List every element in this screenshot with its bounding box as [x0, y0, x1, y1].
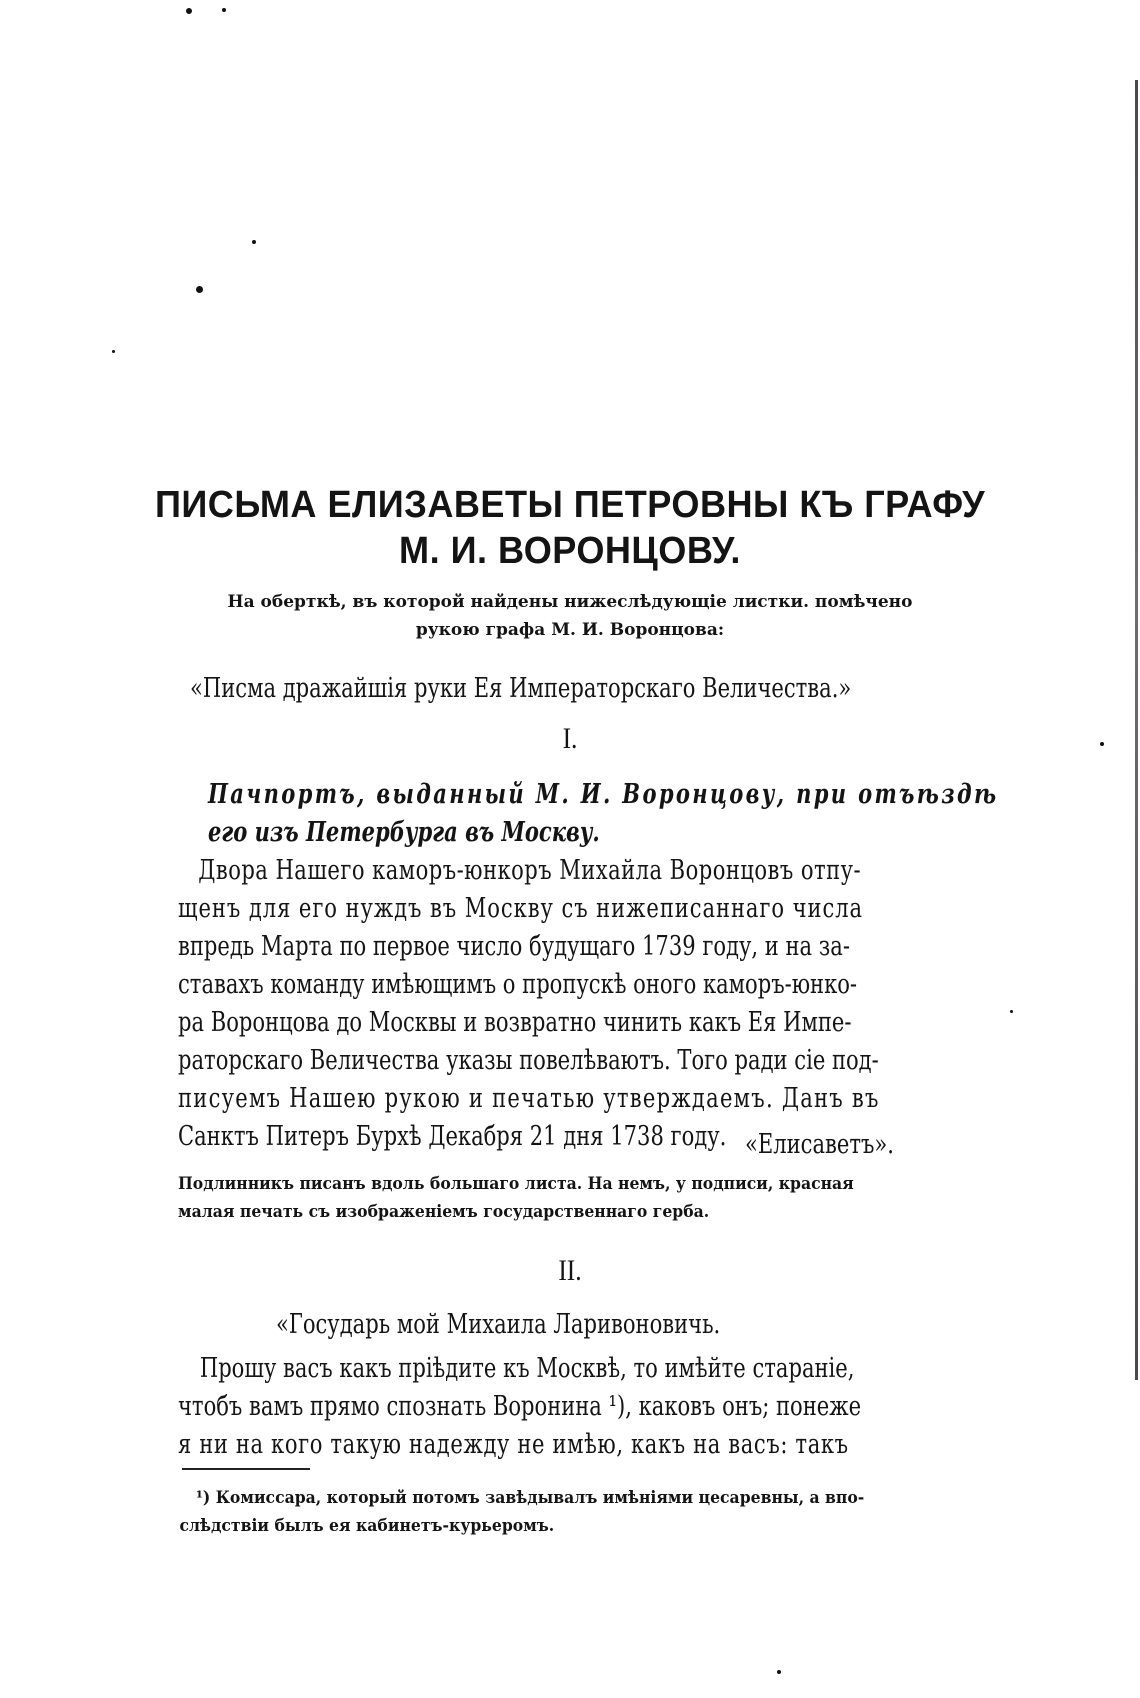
- scan-speck: [1100, 742, 1104, 746]
- section-1-body-line: Двора Нашего каморъ-юнкоръ Михайла Воронцовъ отпу-: [198, 855, 862, 886]
- section-1-body-line: писуемъ Нашею рукою и печатью утверждаемъ. Данъ въ: [178, 1083, 880, 1114]
- footnote: [179, 1484, 914, 1540]
- scan-speck: [196, 286, 203, 293]
- section-1-body-line: впредь Марта по первое число будущаго 1739 году, и на за-: [178, 931, 850, 962]
- section-1-heading-line-1: Пачпортъ, выданный М. И. Воронцову, при отъѣздѣ: [208, 779, 999, 810]
- intro-note: [160, 588, 980, 644]
- scan-speck: [222, 8, 226, 12]
- section-2-body: [178, 1350, 958, 1464]
- intro-note-line-1: На оберткѣ, въ которой найдены нижеслѣдующіе листки. помѣчено: [227, 592, 913, 612]
- section-1-body-line: раторскаго Величества указы повелѣваютъ. Того ради сіе под-: [178, 1045, 879, 1076]
- intro-note-line-2: рукою графа М. И. Воронцова:: [415, 620, 725, 640]
- inscription: [190, 670, 970, 708]
- section-2-salutation: [276, 1306, 1056, 1344]
- scan-speck: [777, 1670, 781, 1674]
- section-1-body: [178, 852, 958, 1156]
- section-1-body-line: ставахъ команду имѣющимъ о пропускѣ оного каморъ-юнко-: [178, 969, 858, 1000]
- scan-speck: [1010, 1010, 1013, 1013]
- footnote-rule: [182, 1468, 310, 1470]
- section-1-body-line: Санктъ Питеръ Бурхѣ Декабря 21 дня 1738 году.: [178, 1121, 727, 1152]
- section-1-body-line: щенъ для его нуждъ въ Москву съ нижеписаннаго числа: [178, 893, 864, 924]
- title-line-1: ПИСЬМА ЕЛИЗАВЕТЫ ПЕТРОВНЫ КЪ ГРАФУ: [154, 484, 986, 526]
- footnote-line-1: ¹) Комиссара, который потомъ завѣдывалъ имѣніями цесаревны, а впо-: [196, 1488, 865, 1508]
- section-1-note-line-1: Подлинникъ писанъ вдоль большаго листа. На немъ, у подписи, красная: [178, 1174, 854, 1194]
- section-2-body-line: Прошу васъ какъ пріѣдите къ Москвѣ, то имѣйте стараніе,: [199, 1353, 855, 1384]
- scan-speck: [112, 350, 115, 353]
- section-1-note: [178, 1170, 896, 1226]
- section-2-body-line: я ни на кого такую надежду не имѣю, какъ на васъ: такъ: [178, 1429, 849, 1460]
- section-1-heading-line-2: его изъ Петербурга въ Москву.: [208, 817, 600, 848]
- section-1-heading: [208, 776, 999, 852]
- signature-text: «Елисаветъ».: [745, 1129, 894, 1160]
- section-1-body-line: ра Воронцова до Москвы и возвратно чинить какъ Ея Импе-: [178, 1007, 852, 1038]
- footnote-line-2: слѣдствіи былъ ея кабинетъ-курьеромъ.: [179, 1516, 555, 1536]
- signature: [745, 1126, 979, 1164]
- inscription-text: «Писма дражайшія руки Ея Императорскаго Величества.»: [190, 673, 852, 704]
- section-2-numeral: II.: [558, 1254, 582, 1287]
- page-title: [143, 482, 998, 574]
- scan-edge-line: [1135, 80, 1138, 1380]
- scan-speck: [186, 8, 192, 14]
- salutation-text: «Государь мой Михаила Ларивоновичь.: [276, 1309, 721, 1340]
- section-1-note-line-2: малая печать съ изображеніемъ государственнаго герба.: [178, 1202, 710, 1222]
- scan-speck: [252, 240, 256, 244]
- section-1-numeral: I.: [562, 722, 578, 755]
- section-2-body-line: чтобъ вамъ прямо спознать Воронина ¹), каковъ онъ; понеже: [178, 1391, 862, 1422]
- title-line-2: М. И. ВОРОНЦОВУ.: [399, 530, 741, 572]
